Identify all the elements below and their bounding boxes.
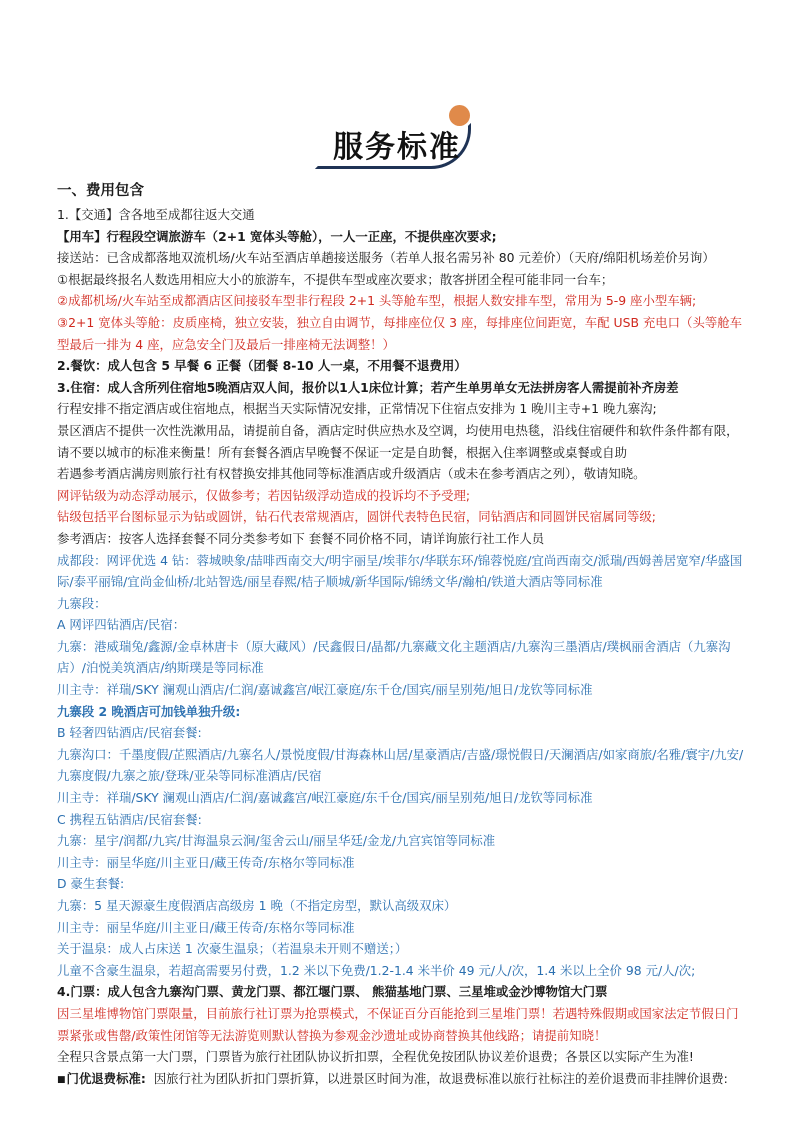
- content: [57, 181, 747, 1091]
- text-line: 参考酒店：按客人选择套餐不同分类参考如下 套餐不同价格不同，请详询旅行社工作人员: [57, 530, 545, 546]
- text-line: 成都段：网评优选 4 钻：蓉城映象/喆啡西南交大/明宇丽呈/埃菲尔/华联东环/锦蓉悦庭/宜尚西南交/派瑞/西姆善居宽窄/华盛国际/泰平丽锦/宜尚金仙桥/北站智选/丽呈春熙/桔子顺城/新华国际/锦绣文华/瀚柏/铁道大酒店等同标准: [57, 552, 743, 590]
- text-line: A 网评四钻酒店/民宿：: [57, 617, 186, 633]
- text-line: 因三星堆博物馆门票限量，目前旅行社订票为抢票模式，不保证百分百能抢到三星堆门票！若遇特殊假期或国家法定节假日门票紧张或售罄/政策性闭馆等无法游览则默认替换为参观金沙遗址或协商替换其他线路；请提前知晓！: [57, 1005, 739, 1043]
- text-line: 儿童不含豪生温泉，若超高需要另付费，1.2 米以下免费/1.2-1.4 米半价 49 元/人/次，1.4 米以上全价 98 元/人/次;: [57, 962, 696, 978]
- text-line: D 豪生套餐:: [57, 876, 125, 892]
- text-line: 九寨段 2 晚酒店可加钱单独升级:: [57, 703, 241, 719]
- text-line: 行程安排不指定酒店或住宿地点，根据当天实际情况安排，正常情况下住宿点安排为 1 晚川主寺+1 晚九寨沟;: [57, 401, 657, 417]
- text-line: 关于温泉：成人占床送 1 次豪生温泉；（若温泉未开则不赠送；）: [57, 941, 408, 957]
- text-line: 川主寺：丽呈华庭/川主亚日/藏王传奇/东格尔等同标准: [57, 854, 355, 870]
- square-bullet-icon: ■: [57, 1074, 66, 1085]
- text-line: ①根据最终报名人数选用相应大小的旅游车，不提供车型或座次要求；散客拼团全程可能非同一台车；: [57, 271, 614, 287]
- text-line: C 携程五钻酒店/民宿套餐:: [57, 811, 202, 827]
- text-line: 接送站：已含成都落地双流机场/火车站至酒店单趟接送服务（若单人报名需另补 80 元差价）（天府/绵阳机场差价另询）: [57, 250, 715, 266]
- text-line: 川主寺：祥瑞/SKY 澜观山酒店/仁润/嘉诚鑫宫/岷江豪庭/东千仓/国宾/丽呈别苑/旭日/龙钦等同标准: [57, 790, 593, 806]
- text-line: 4.门票：成人包含九寨沟门票、黄龙门票、都江堰门票、 熊猫基地门票、三星堆或金沙博物馆大门票: [57, 984, 608, 1000]
- text-line: 若遇参考酒店满房则旅行社有权替换安排其他同等标准酒店或升级酒店（或未在参考酒店之列），敬请知晓。: [57, 466, 646, 482]
- text-line: 1.【交通】含各地至成都往返大交通: [57, 207, 255, 222]
- text-line: [57, 1068, 747, 1092]
- text-line: 九寨：港威瑞兔/鑫源/金卓林唐卡（原大藏风）/民鑫假日/晶都/九寨藏文化主题酒店/九寨沟三墨酒店/璞枫丽舍酒店（九寨沟店）/泊悦美筑酒店/纳斯璞是等同标准: [57, 638, 731, 676]
- title-decoration: [0, 100, 794, 170]
- text-line: 2.餐饮：成人包含 5 早餐 6 正餐（团餐 8-10 人一桌，不用餐不退费用）: [57, 358, 467, 374]
- text-line: 景区酒店不提供一次性洗漱用品，请提前自备，酒店定时供应热水及空调，均使用电热毯，沿线住宿硬件和软件条件都有限，请不要以城市的标准来衡量！所有套餐各酒店早晚餐不保证一定是自助餐，根据入住率调整或桌餐或自助: [57, 422, 739, 460]
- text-line: 网评钻级为动态浮动展示，仅做参考；若因钻级浮动造成的投诉均不予受理;: [57, 487, 471, 503]
- text-line: 九寨沟口：千墨度假/芷熙酒店/九寨名人/景悦度假/甘海森林山居/星豪酒店/吉盛/璟悦假日/天澜酒店/如家商旅/名雅/寰宇/九安/九寨度假/九寨之旅/登珠/亚朵等同标准酒店/民宿: [57, 746, 744, 784]
- text-line: 【用车】行程段空调旅游车（2+1 宽体头等舱），一人一正座，不提供座次要求;: [57, 228, 497, 244]
- text-line: B 轻奢四钻酒店/民宿套餐:: [57, 725, 202, 741]
- refund-standard-text: 因旅行社为团队折扣门票折算，以进景区时间为准，故退费标准以旅行社标注的差价退费而非挂牌价退费:: [153, 1070, 728, 1086]
- text-line: 3.住宿：成人含所列住宿地5晚酒店双人间，报价以1人1床位计算；若产生单男单女无法拼房客人需提前补齐房差: [57, 379, 679, 395]
- text-line: 九寨段：: [57, 595, 107, 611]
- text-line: 九寨：星宇/润都/九宾/甘海温泉云涧/玺舍云山/丽呈华廷/金龙/九宫宾馆等同标准: [57, 833, 496, 849]
- text-line: 全程只含景点第一大门票，门票皆为旅行社团队协议折扣票，全程优免按团队协议差价退费；各景区以实际产生为准!: [57, 1049, 694, 1065]
- text-line: 川主寺：祥瑞/SKY 澜观山酒店/仁润/嘉诚鑫宫/岷江豪庭/东千仓/国宾/丽呈别苑/旭日/龙钦等同标准: [57, 682, 593, 698]
- page-title: 服务标准: [333, 130, 461, 165]
- text-line: ③2+1 宽体头等舱：皮质座椅，独立安装，独立自由调节，每排座位仅 3 座，每排座位间距宽，车配 USB 充电口（头等舱车型最后一排为 4 座，应急安全门及最后一排座椅无法调整！）: [57, 314, 743, 352]
- text-line: ②成都机场/火车站至成都酒店区间接驳车型非行程段 2+1 头等舱车型，根据人数安排车型，常用为 5-9 座小型车辆;: [57, 293, 697, 309]
- refund-standard-label: 门优退费标准:: [66, 1070, 146, 1086]
- text-line: 钻级包括平台图标显示为钻或圆饼，钻石代表常规酒店，圆饼代表特色民宿，同钻酒店和同圆饼民宿属同等级;: [57, 509, 656, 525]
- text-line: 川主寺：丽呈华庭/川主亚日/藏王传奇/东格尔等同标准: [57, 919, 355, 935]
- section-heading: 一、费用包含: [57, 183, 144, 199]
- text-line: 九寨：5 星天源豪生度假酒店高级房 1 晚（不指定房型，默认高级双床）: [57, 898, 457, 913]
